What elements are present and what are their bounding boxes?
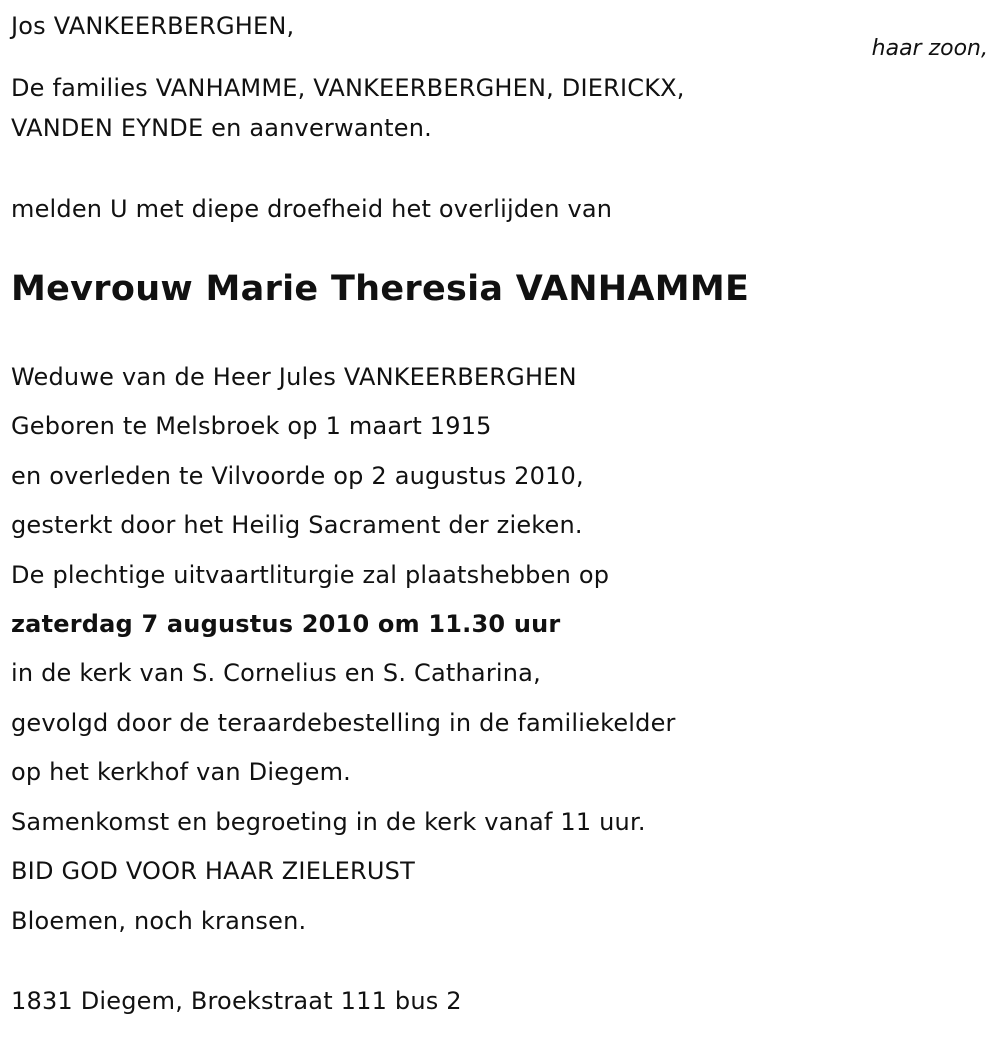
families-line-1: De families VANHAMME, VANKEERBERGHEN, DIERICKX,: [11, 74, 685, 102]
detail-burial: gevolgd door de teraardebestelling in de familiekelder: [11, 709, 676, 737]
relation-note: haar zoon,: [871, 36, 988, 61]
deceased-name-heading: Mevrouw Marie Theresia VANHAMME: [11, 269, 750, 309]
son-name: Jos VANKEERBERGHEN,: [11, 12, 295, 40]
funeral-date: zaterdag 7 augustus 2010 om 11.30 uur: [11, 610, 561, 638]
detail-cemetery: op het kerkhof van Diegem.: [11, 758, 351, 786]
families-line-2: VANDEN EYNDE en aanverwanten.: [11, 114, 432, 142]
detail-flowers: Bloemen, noch kransen.: [11, 907, 307, 935]
detail-born: Geboren te Melsbroek op 1 maart 1915: [11, 412, 492, 440]
detail-widow: Weduwe van de Heer Jules VANKEERBERGHEN: [11, 363, 577, 391]
address: 1831 Diegem, Broekstraat 111 bus 2: [11, 987, 462, 1015]
detail-gathering: Samenkomst en begroeting in de kerk vanaf 11 uur.: [11, 808, 646, 836]
detail-sacrament: gesterkt door het Heilig Sacrament der zieken.: [11, 511, 583, 539]
detail-died: en overleden te Vilvoorde op 2 augustus 2010,: [11, 462, 584, 490]
detail-liturgy: De plechtige uitvaartliturgie zal plaatshebben op: [11, 561, 610, 589]
detail-prayer: BID GOD VOOR HAAR ZIELERUST: [11, 857, 415, 885]
announcement-text: melden U met diepe droefheid het overlijden van: [11, 195, 613, 223]
detail-church: in de kerk van S. Cornelius en S. Catharina,: [11, 659, 541, 687]
